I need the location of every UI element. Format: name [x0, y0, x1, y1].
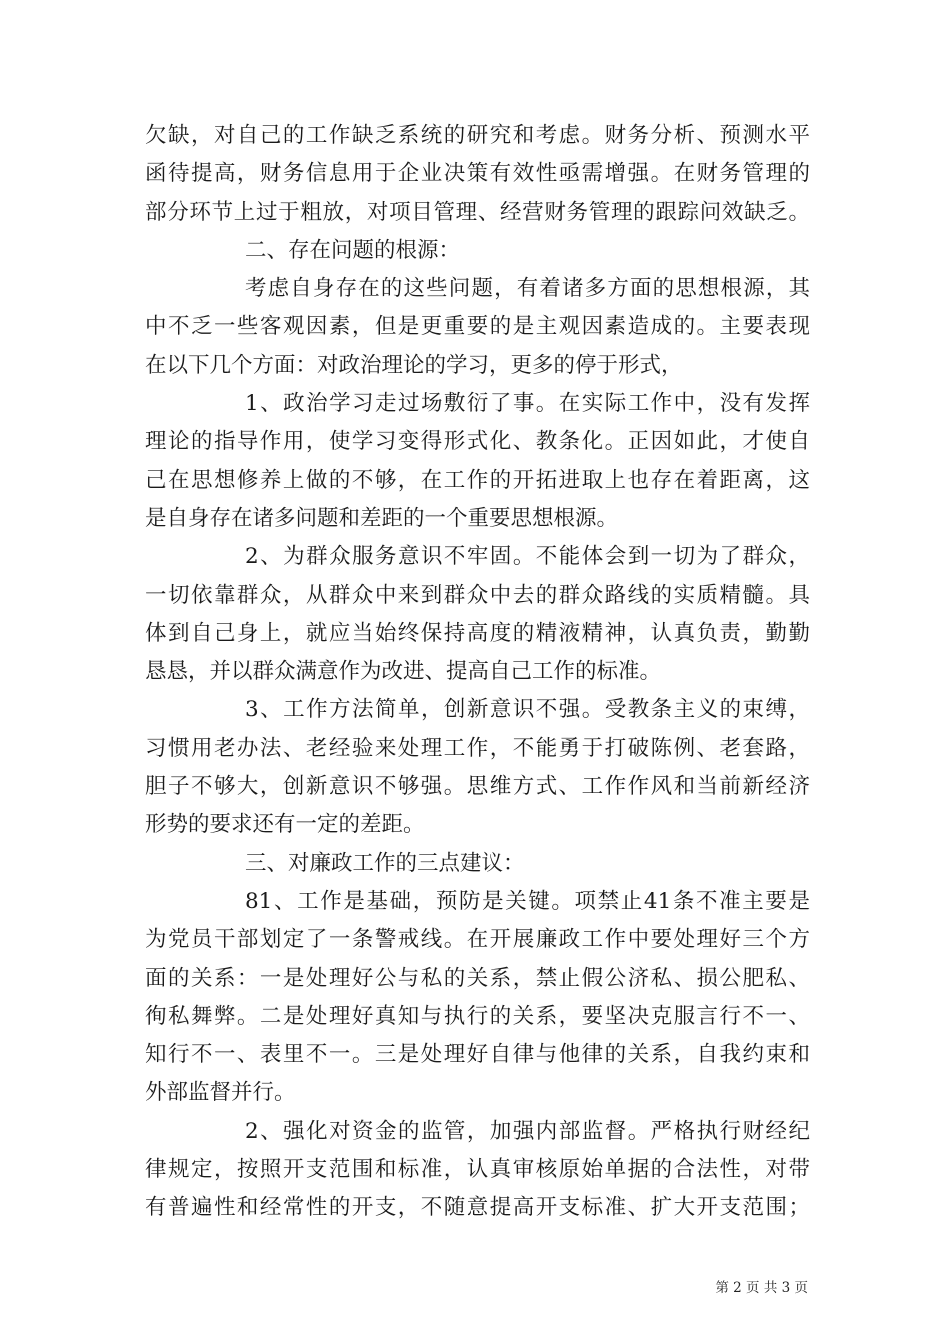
text-line: 欠缺，对自己的工作缺乏系统的研究和考虑。财务分析、预测水平 [145, 123, 810, 148]
text-line: 为党员干部划定了一条警戒线。在开展廉政工作中要处理好三个方 [145, 927, 810, 953]
text-line: 体到自己身上，就应当始终保持高度的精液精神，认真负责，勤勤 [145, 620, 810, 646]
text-line: 徇私舞弊。二是处理好真知与执行的关系，要坚决克服言行不一、 [145, 1003, 810, 1029]
text-line: 在以下几个方面：对政治理论的学习，更多的停于形式， [145, 352, 683, 378]
text-line: 考虑自身存在的这些问题，有着诸多方面的思想根源，其 [245, 276, 810, 302]
text-line: 己在思想修养上做的不够，在工作的开拓进取上也存在着距离，这 [145, 467, 810, 493]
text-line: 胆子不够大，创新意识不够强。思维方式、工作作风和当前新经济 [145, 774, 810, 800]
text-line: 2、强化对资金的监管，加强内部监督。严格执行财经纪 [245, 1118, 810, 1144]
text-line: 外部监督并行。 [145, 1080, 296, 1106]
text-line: 是自身存在诸多问题和差距的一个重要思想根源。 [145, 505, 619, 531]
text-line: 习惯用老办法、老经验来处理工作，不能勇于打破陈例、老套路， [145, 735, 810, 761]
text-line: 律规定，按照开支范围和标准，认真审核原始单据的合法性，对带 [145, 1157, 810, 1183]
text-line: 部分环节上过于粗放，对项目管理、经营财务管理的跟踪问效缺乏。 [145, 199, 810, 225]
text-line: 二、存在问题的根源： [245, 237, 461, 263]
text-line: 3、工作方法简单，创新意识不强。受教条主义的束缚， [245, 697, 810, 723]
text-line: 函待提高，财务信息用于企业决策有效性亟需增强。在财务管理的 [145, 161, 810, 187]
text-line: 一切依靠群众，从群众中来到群众中去的群众路线的实质精髓。具 [145, 582, 810, 608]
text-line: 面的关系：一是处理好公与私的关系，禁止假公济私、损公肥私、 [145, 965, 810, 991]
text-line: 1、政治学习走过场敷衍了事。在实际工作中，没有发挥 [245, 391, 810, 417]
text-line: 知行不一、表里不一。三是处理好自律与他律的关系，自我约束和 [145, 1042, 810, 1068]
text-line: 2、为群众服务意识不牢固。不能体会到一切为了群众， [245, 544, 810, 570]
document-body [145, 117, 810, 1228]
text-line: 中不乏一些客观因素，但是更重要的是主观因素造成的。主要表现 [145, 314, 810, 340]
page-number: 第 2 页 共 3 页 [715, 1280, 808, 1296]
text-line: 有普遍性和经常性的开支，不随意提高开支标准、扩大开支范围； [145, 1195, 810, 1221]
text-line: 三、对廉政工作的三点建议： [245, 850, 525, 876]
text-line: 恳恳，并以群众满意作为改进、提高自己工作的标准。 [145, 659, 662, 685]
text-line: 形势的要求还有一定的差距。 [145, 812, 425, 838]
text-line: 理论的指导作用，使学习变得形式化、教条化。正因如此，才使自 [145, 429, 810, 455]
text-line: 81、工作是基础，预防是关键。项禁止41条不准主要是 [245, 888, 810, 914]
